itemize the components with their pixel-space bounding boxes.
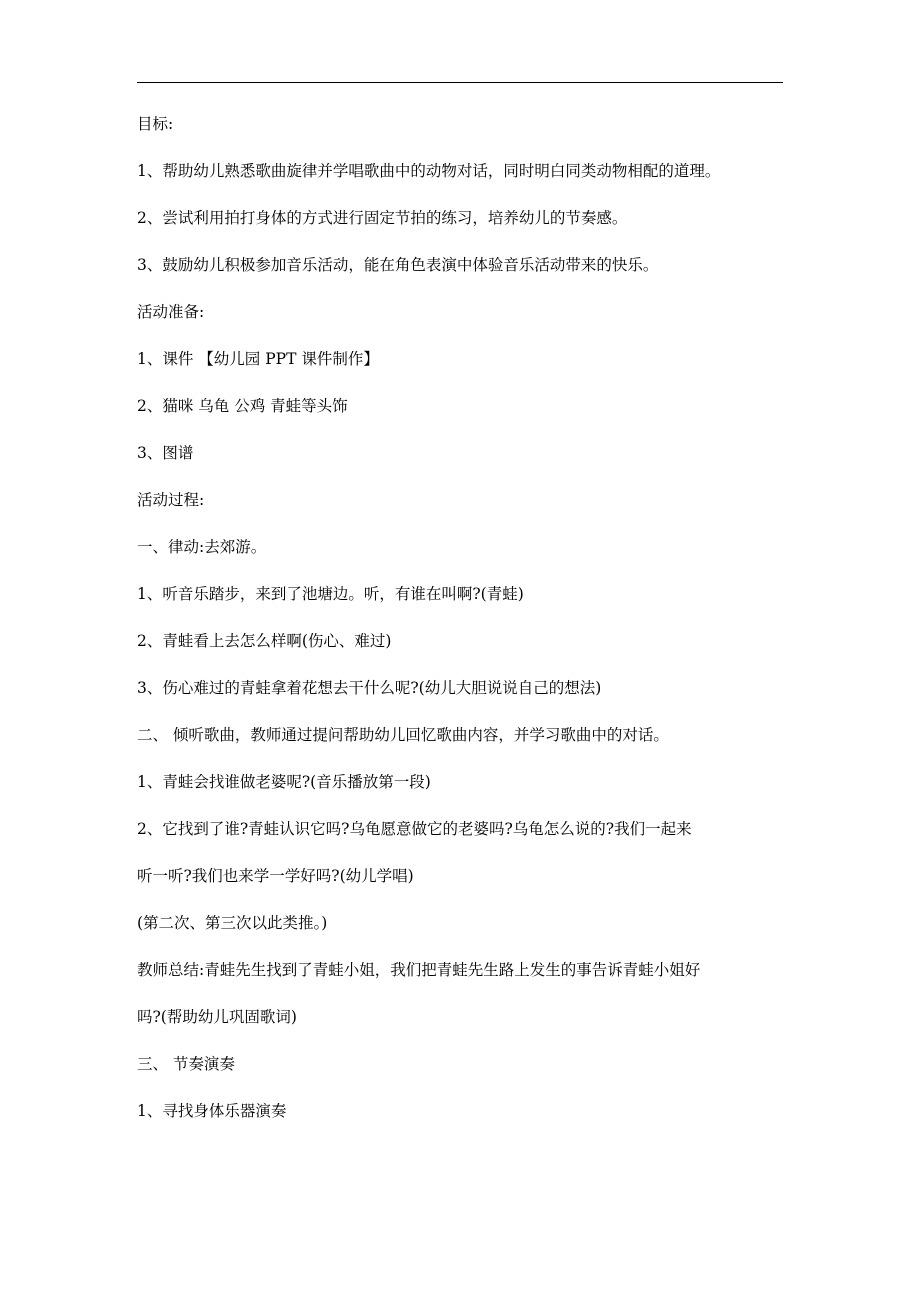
process-step-2-item-1: 1、青蛙会找谁做老婆呢?(音乐播放第一段) — [137, 773, 431, 791]
goal-item-2: 2、尝试利用拍打身体的方式进行固定节拍的练习，培养幼儿的节奏感。 — [137, 209, 628, 227]
section-heading-process: 活动过程: — [137, 491, 205, 509]
header-rule — [137, 82, 783, 83]
process-step-3-item-1: 1、寻找身体乐器演奏 — [137, 1102, 287, 1120]
section-heading-goals: 目标: — [137, 115, 174, 133]
process-step-3-heading: 三、 节奏演奏 — [137, 1055, 235, 1073]
preparation-item-3: 3、图谱 — [137, 444, 194, 462]
preparation-item-1: 1、课件 【幼儿园 PPT 课件制作】 — [137, 350, 379, 368]
process-step-2-item-2-continued: 听一听?我们也来学一学好吗?(幼儿学唱) — [137, 867, 414, 885]
process-step-2-item-2: 2、它找到了谁?青蛙认识它吗?乌龟愿意做它的老婆吗?乌龟怎么说的?我们一起来 — [137, 820, 692, 838]
preparation-item-2: 2、猫咪 乌龟 公鸡 青蛙等头饰 — [137, 397, 348, 415]
process-step-2-note: (第二次、第三次以此类推。) — [137, 914, 328, 932]
goal-item-1: 1、帮助幼儿熟悉歌曲旋律并学唱歌曲中的动物对话，同时明白同类动物相配的道理。 — [137, 162, 721, 180]
teacher-summary: 教师总结:青蛙先生找到了青蛙小姐，我们把青蛙先生路上发生的事告诉青蛙小姐好 — [137, 961, 701, 979]
process-step-1-heading: 一、律动:去郊游。 — [137, 538, 267, 556]
process-step-1-item-3: 3、伤心难过的青蛙拿着花想去干什么呢?(幼儿大胆说说自己的想法) — [137, 679, 602, 697]
process-step-1-item-1: 1、听音乐踏步，来到了池塘边。听，有谁在叫啊?(青蛙) — [137, 585, 524, 603]
teacher-summary-continued: 吗?(帮助幼儿巩固歌词) — [137, 1008, 297, 1026]
section-heading-preparation: 活动准备: — [137, 303, 205, 321]
goal-item-3: 3、鼓励幼儿积极参加音乐活动，能在角色表演中体验音乐活动带来的快乐。 — [137, 256, 659, 274]
process-step-2-heading: 二、 倾听歌曲，教师通过提问帮助幼儿回忆歌曲内容，并学习歌曲中的对话。 — [137, 726, 669, 744]
process-step-1-item-2: 2、青蛙看上去怎么样啊(伤心、难过) — [137, 632, 392, 650]
document-body — [137, 110, 783, 1144]
